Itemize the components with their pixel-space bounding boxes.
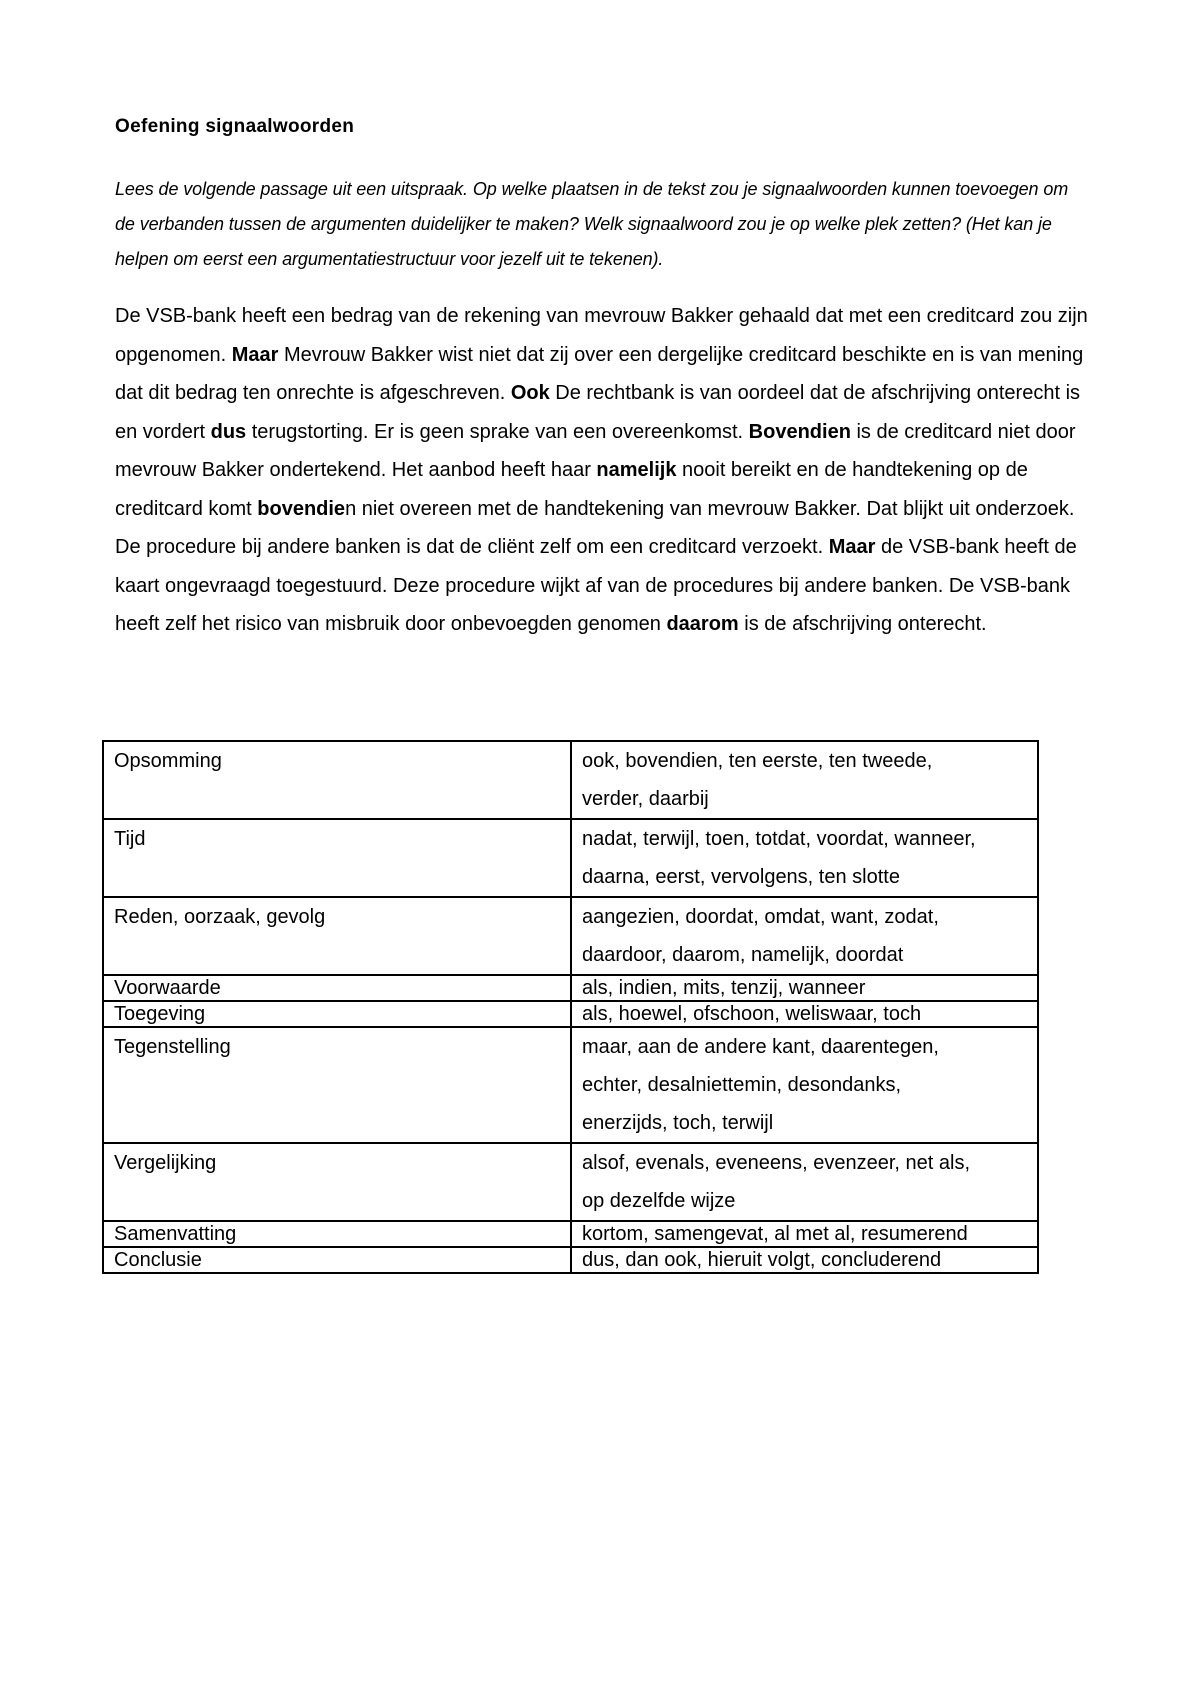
signal-words-line: enerzijds, toch, terwijl	[582, 1112, 774, 1134]
signal-words-line: op dezelfde wijze	[582, 1190, 736, 1212]
category-cell: Tijd	[103, 819, 571, 897]
table-row	[103, 897, 1038, 975]
passage-segment: de VSB-bank heeft de kaart ongevraagd toegestuurd. Deze procedure wijkt af van de procedures bij andere banken. De VSB-bank heeft zelf het risico van misbruik door onbevoegden genomen	[115, 536, 1077, 635]
signal-words-cell	[571, 1247, 1038, 1273]
signal-words-line: als, hoewel, ofschoon, weliswaar, toch	[582, 1003, 922, 1025]
passage-segment: De VSB-bank heeft een bedrag van de rekening van mevrouw Bakker gehaald dat met een creditcard zou zijn opgenomen.	[115, 305, 1088, 366]
signal-word-highlight: Ook	[510, 382, 550, 404]
page-title: Oefening signaalwoorden	[115, 116, 355, 137]
signal-word-highlight: daarom	[666, 613, 739, 635]
signal-words-cell	[571, 819, 1038, 897]
instruction-text: Lees de volgende passage uit een uitspraak. Op welke plaatsen in de tekst zou je signaalwoorden kunnen toevoegen om de verbanden tussen de argumenten duidelijker te maken? Welk signaalwoord zou je op welke plek zetten? (Het kan je helpen om eerst een argumentatiestructuur voor jezelf uit te tekenen).	[115, 179, 1069, 269]
signal-words-line: aangezien, doordat, omdat, want, zodat,	[582, 906, 939, 928]
category-cell: Opsomming	[103, 741, 571, 819]
passage-segment: n niet overeen met de handtekening van mevrouw Bakker. Dat blijkt uit onderzoek. De procedure bij andere banken is dat de cliënt zelf om een creditcard verzoekt.	[115, 497, 1075, 558]
signal-word-highlight: Bovendien	[748, 420, 851, 443]
signal-words-line: alsof, evenals, eveneens, evenzeer, net als,	[582, 1152, 971, 1174]
category-cell: Samenvatting	[103, 1221, 571, 1247]
signal-words-line: kortom, samengevat, al met al, resumerend	[582, 1223, 968, 1245]
signal-word-highlight: Maar	[828, 536, 876, 558]
category-cell: Toegeving	[103, 1001, 571, 1027]
signal-word-highlight: namelijk	[596, 459, 677, 481]
signal-words-line: als, indien, mits, tenzij, wanneer	[582, 977, 866, 999]
category-cell: Tegenstelling	[103, 1027, 571, 1143]
signal-words-cell	[571, 975, 1038, 1001]
signal-words-line: echter, desalniettemin, desondanks,	[582, 1074, 902, 1096]
category-cell: Conclusie	[103, 1247, 571, 1273]
signal-word-highlight: bovendie	[257, 497, 346, 520]
table-row	[103, 1247, 1038, 1273]
passage-segment: terugstorting. Er is geen sprake van een overeenkomst.	[246, 420, 749, 443]
signal-words-table	[102, 740, 1039, 1274]
signal-words-table-body	[103, 741, 1038, 1273]
signal-word-highlight: dus	[210, 420, 247, 443]
category-cell: Voorwaarde	[103, 975, 571, 1001]
table-row	[103, 1221, 1038, 1247]
signal-word-highlight: Maar	[231, 343, 279, 366]
signal-words-line: daardoor, daarom, namelijk, doordat	[582, 944, 904, 966]
signal-words-cell	[571, 1221, 1038, 1247]
passage-segment: nooit bereikt en de handtekening op de creditcard komt	[115, 459, 1028, 520]
passage-segment: is de afschrijving onterecht.	[738, 613, 987, 635]
category-cell: Vergelijking	[103, 1143, 571, 1221]
signal-words-cell	[571, 1143, 1038, 1221]
signal-words-line: verder, daarbij	[582, 788, 709, 810]
signal-words-cell	[571, 1001, 1038, 1027]
table-row	[103, 975, 1038, 1001]
signal-words-line: ook, bovendien, ten eerste, ten tweede,	[582, 750, 933, 772]
signal-words-cell	[571, 897, 1038, 975]
signal-words-line: nadat, terwijl, toen, totdat, voordat, wanneer,	[582, 828, 976, 850]
table-row	[103, 819, 1038, 897]
passage-segment: De rechtbank is van oordeel dat de afschrijving onterecht is en vordert	[115, 382, 1081, 443]
passage-text	[115, 297, 1100, 644]
table-row	[103, 1001, 1038, 1027]
table-row	[103, 1027, 1038, 1143]
passage-segment: is de creditcard niet door mevrouw Bakker ondertekend. Het aanbod heeft haar	[115, 420, 1076, 481]
signal-words-line: daarna, eerst, vervolgens, ten slotte	[582, 866, 900, 888]
signal-words-line: dus, dan ook, hieruit volgt, concluderend	[582, 1249, 942, 1271]
table-row	[103, 1143, 1038, 1221]
table-row	[103, 741, 1038, 819]
category-cell: Reden, oorzaak, gevolg	[103, 897, 571, 975]
passage-segment: Mevrouw Bakker wist niet dat zij over een dergelijke creditcard beschikte en is van mening dat dit bedrag ten onrechte is afgeschreven.	[115, 343, 1084, 404]
signal-words-cell	[571, 1027, 1038, 1143]
signal-words-line: maar, aan de andere kant, daarentegen,	[582, 1036, 939, 1058]
signal-words-cell	[571, 741, 1038, 819]
